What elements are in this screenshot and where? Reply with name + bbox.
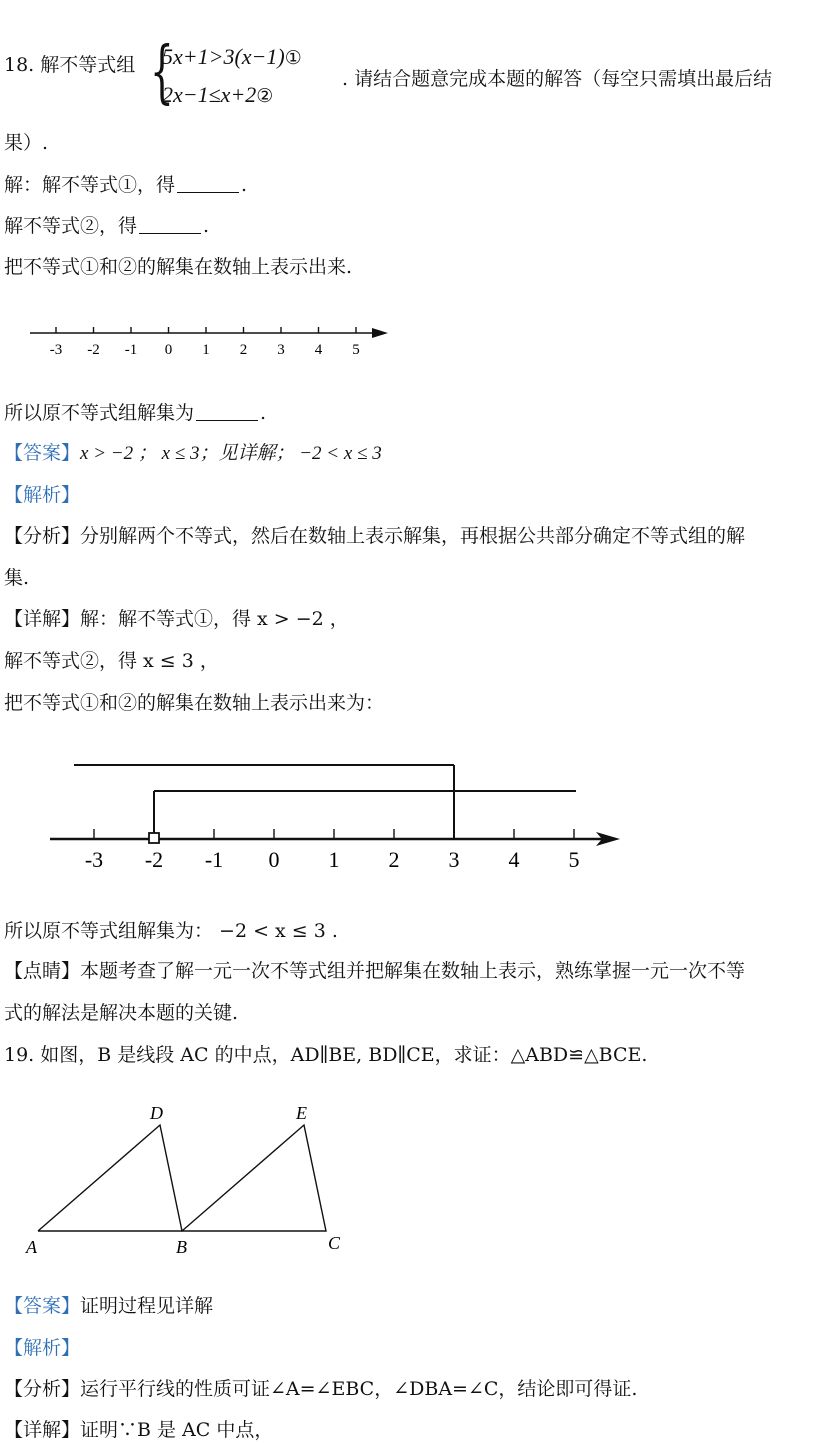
triangle-figure bbox=[18, 1095, 358, 1265]
empty-axis-tick-label: 1 bbox=[202, 342, 210, 358]
dianjing-line: 【点睛】本题考查了解一元一次不等式组并把解集在数轴上表示，熟练掌握一元一次不等 bbox=[4, 960, 746, 982]
q18-prefix: 18. 解不等式组 bbox=[4, 54, 136, 76]
empty-number-line bbox=[26, 320, 396, 364]
label-e: E bbox=[296, 1103, 307, 1123]
q18-line3: 解：解不等式①，得 . bbox=[4, 174, 248, 196]
solution-axis-tick-label: 4 bbox=[508, 847, 520, 872]
q18-line6: 所以原不等式组解集为 . bbox=[4, 402, 267, 424]
detail-line-3: 把不等式①和②的解集在数轴上表示出来为： bbox=[4, 692, 385, 714]
solution-axis-tick-label: 2 bbox=[388, 847, 400, 872]
empty-axis-tick-label: 2 bbox=[239, 342, 248, 358]
fenxi-line: 【分析】分别解两个不等式，然后在数轴上表示解集，再根据公共部分确定不等式组的解 bbox=[4, 525, 746, 547]
brace: { bbox=[150, 33, 174, 112]
q19-analysis-tag: 【解析】 bbox=[4, 1337, 81, 1359]
solution-axis-tick-label: 0 bbox=[268, 847, 280, 872]
detail-line-1: 【详解】解：解不等式①，得 x > −2 ， bbox=[4, 608, 349, 630]
solution-number-line bbox=[40, 755, 640, 885]
q18-line4: 解不等式②，得 . bbox=[4, 215, 210, 237]
q19-fenxi-line: 【分析】运行平行线的性质可证∠A=∠EBC，∠DBA=∠C，结论即可得证. bbox=[4, 1378, 638, 1400]
empty-axis-tick-label: 3 bbox=[277, 342, 285, 358]
solution-axis-tick-label: 1 bbox=[328, 847, 340, 872]
empty-axis-tick-label: -2 bbox=[87, 342, 100, 358]
solution-axis-tick-label: -3 bbox=[84, 847, 104, 872]
answer-blank-1[interactable] bbox=[177, 174, 239, 193]
conclusion-line: 所以原不等式组解集为： −2 < x ≤ 3 . bbox=[4, 920, 338, 942]
q18-line5: 把不等式①和②的解集在数轴上表示出来. bbox=[4, 256, 353, 278]
fenxi-line-2: 集. bbox=[4, 567, 30, 589]
solution-axis-tick-label: 5 bbox=[568, 847, 580, 872]
label-b: B bbox=[176, 1237, 187, 1257]
answer-blank-3[interactable] bbox=[196, 402, 258, 421]
inequality-2: 2x−1≤x+2② bbox=[162, 82, 274, 107]
inequality-system bbox=[150, 33, 350, 116]
detail-line-2: 解不等式②，得 x ≤ 3 ， bbox=[4, 650, 219, 672]
label-c: C bbox=[328, 1233, 341, 1253]
empty-axis-tick-label: -1 bbox=[124, 342, 138, 358]
answer-line: 【答案】x > −2 ； x ≤ 3；见详解； −2 < x ≤ 3 bbox=[4, 442, 382, 464]
answer-blank-2[interactable] bbox=[139, 215, 201, 234]
dianjing-line-2: 式的解法是解决本题的关键. bbox=[4, 1002, 239, 1024]
empty-axis-tick-label: 0 bbox=[164, 342, 173, 358]
inequality-1: 5x+1>3(x−1)① bbox=[162, 44, 302, 69]
q19-stem: 19. 如图，B 是线段 AC 的中点，AD∥BE, BD∥CE，求证：△ABD≌△BCE. bbox=[4, 1044, 648, 1066]
label-d: D bbox=[150, 1103, 163, 1123]
solution-axis-tick-label: 3 bbox=[448, 847, 460, 872]
solution-axis-tick-label: -1 bbox=[204, 847, 224, 872]
empty-axis-tick-label: -3 bbox=[49, 342, 63, 358]
solution-axis-tick-label: -2 bbox=[144, 847, 164, 872]
q19-detail-line: 【详解】证明∵B 是 AC 中点， bbox=[4, 1419, 274, 1441]
q18-suffix: . 请结合题意完成本题的解答（每空只需填出最后结 bbox=[342, 68, 773, 90]
analysis-tag: 【解析】 bbox=[4, 484, 81, 506]
label-a: A bbox=[26, 1237, 37, 1257]
q18-line2: 果）. bbox=[4, 132, 49, 154]
empty-axis-tick-label: 5 bbox=[352, 342, 360, 358]
q19-answer-line: 【答案】证明过程见详解 bbox=[4, 1295, 214, 1317]
empty-axis-tick-label: 4 bbox=[314, 342, 323, 358]
